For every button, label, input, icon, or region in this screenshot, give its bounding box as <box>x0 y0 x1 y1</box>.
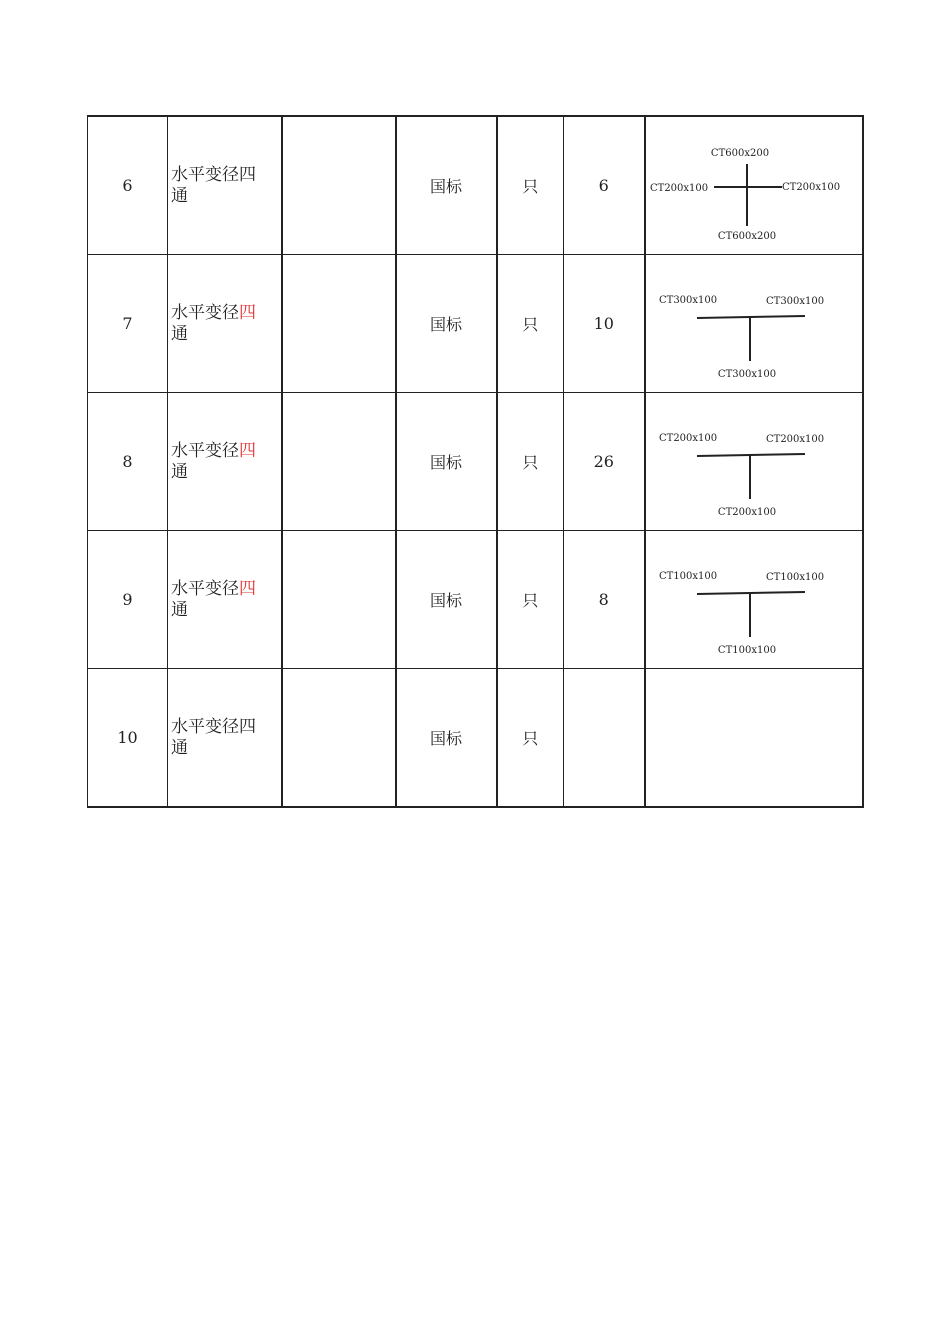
row-number: 10 <box>117 728 138 747</box>
item-name-part: 通 <box>171 737 188 758</box>
unit-cell[interactable] <box>497 255 564 393</box>
quantity-value: 26 <box>593 452 614 471</box>
quantity-cell[interactable] <box>564 393 645 531</box>
item-name-part: 水平变径 <box>171 578 239 599</box>
quantity-cell[interactable] <box>564 669 645 808</box>
unit-cell[interactable] <box>497 393 564 531</box>
standard-cell[interactable] <box>396 669 497 808</box>
unit-cell[interactable] <box>497 531 564 669</box>
item-name-part: 水平变径 <box>171 164 239 185</box>
table-row <box>88 531 863 669</box>
row-number-cell[interactable] <box>88 255 168 393</box>
diagram-cell[interactable] <box>645 393 863 531</box>
item-name-cell[interactable] <box>168 393 282 531</box>
spec-cell[interactable] <box>282 116 396 255</box>
label-top: CT600x200 <box>710 147 769 159</box>
row-number: 9 <box>122 590 133 609</box>
item-name-highlight: 四 <box>239 578 256 599</box>
standard-value: 国标 <box>429 591 462 610</box>
label-bottom: CT100x100 <box>717 644 776 656</box>
item-name-part: 四 <box>239 164 256 185</box>
label-bottom: CT300x100 <box>717 368 776 380</box>
item-name-cell[interactable] <box>168 669 282 808</box>
row-number: 8 <box>122 452 133 471</box>
item-name-highlight: 四 <box>239 302 256 323</box>
label-left: CT200x100 <box>649 182 708 194</box>
table-row <box>88 255 863 393</box>
tee-fitting-diagram <box>646 532 862 668</box>
quantity-value: 6 <box>598 176 609 195</box>
quantity-cell[interactable] <box>564 116 645 255</box>
label-left: CT300x100 <box>658 294 717 306</box>
label-right: CT200x100 <box>781 181 840 193</box>
quantity-value: 8 <box>598 590 609 609</box>
label-bottom: CT600x200 <box>717 230 776 242</box>
quantity-cell[interactable] <box>564 255 645 393</box>
standard-cell[interactable] <box>396 393 497 531</box>
item-name <box>171 579 256 620</box>
diagram-cell[interactable] <box>645 669 863 808</box>
diagram-cell[interactable] <box>645 255 863 393</box>
unit-value: 只 <box>522 591 539 610</box>
standard-cell[interactable] <box>396 116 497 255</box>
diagram-cell[interactable] <box>645 116 863 255</box>
item-name-highlight: 四 <box>239 440 256 461</box>
spec-cell[interactable] <box>282 669 396 808</box>
unit-cell[interactable] <box>497 669 564 808</box>
standard-cell[interactable] <box>396 255 497 393</box>
unit-value: 只 <box>522 315 539 334</box>
standard-value: 国标 <box>429 315 462 334</box>
quantity-cell[interactable] <box>564 531 645 669</box>
label-left: CT100x100 <box>658 570 717 582</box>
row-number-cell[interactable] <box>88 116 168 255</box>
standard-value: 国标 <box>429 177 462 196</box>
item-name-cell[interactable] <box>168 116 282 255</box>
diagram-cell[interactable] <box>645 531 863 669</box>
item-name <box>171 441 256 482</box>
row-number: 6 <box>122 176 133 195</box>
label-right: CT200x100 <box>765 433 824 445</box>
item-name-part: 通 <box>171 461 188 482</box>
item-name-cell[interactable] <box>168 255 282 393</box>
table-row <box>88 393 863 531</box>
unit-value: 只 <box>522 177 539 196</box>
unit-cell[interactable] <box>497 116 564 255</box>
tee-fitting-diagram <box>646 256 862 392</box>
item-name-part: 通 <box>171 323 188 344</box>
item-name-part: 水平变径 <box>171 440 239 461</box>
standard-cell[interactable] <box>396 531 497 669</box>
spec-cell[interactable] <box>282 393 396 531</box>
label-right: CT300x100 <box>765 295 824 307</box>
row-number: 7 <box>122 314 133 333</box>
unit-value: 只 <box>522 453 539 472</box>
item-name-cell[interactable] <box>168 531 282 669</box>
standard-value: 国标 <box>429 729 462 748</box>
spec-cell[interactable] <box>282 255 396 393</box>
item-name-part: 水平变径 <box>171 302 239 323</box>
standard-value: 国标 <box>429 453 462 472</box>
label-right: CT100x100 <box>765 571 824 583</box>
item-name-part: 通 <box>171 599 188 620</box>
row-number-cell[interactable] <box>88 669 168 808</box>
label-bottom: CT200x100 <box>717 506 776 518</box>
item-name <box>171 165 256 206</box>
item-name <box>171 303 256 344</box>
table-row <box>88 116 863 255</box>
label-left: CT200x100 <box>658 432 717 444</box>
item-name <box>171 717 256 758</box>
fittings-table <box>87 115 864 808</box>
item-name-part: 通 <box>171 185 188 206</box>
cross-fitting-diagram <box>646 118 862 254</box>
spec-cell[interactable] <box>282 531 396 669</box>
quantity-value: 10 <box>593 314 614 333</box>
row-number-cell[interactable] <box>88 393 168 531</box>
table-row <box>88 669 863 808</box>
unit-value: 只 <box>522 729 539 748</box>
item-name-part: 水平变径 <box>171 716 239 737</box>
row-number-cell[interactable] <box>88 531 168 669</box>
tee-fitting-diagram <box>646 394 862 530</box>
item-name-part: 四 <box>239 716 256 737</box>
